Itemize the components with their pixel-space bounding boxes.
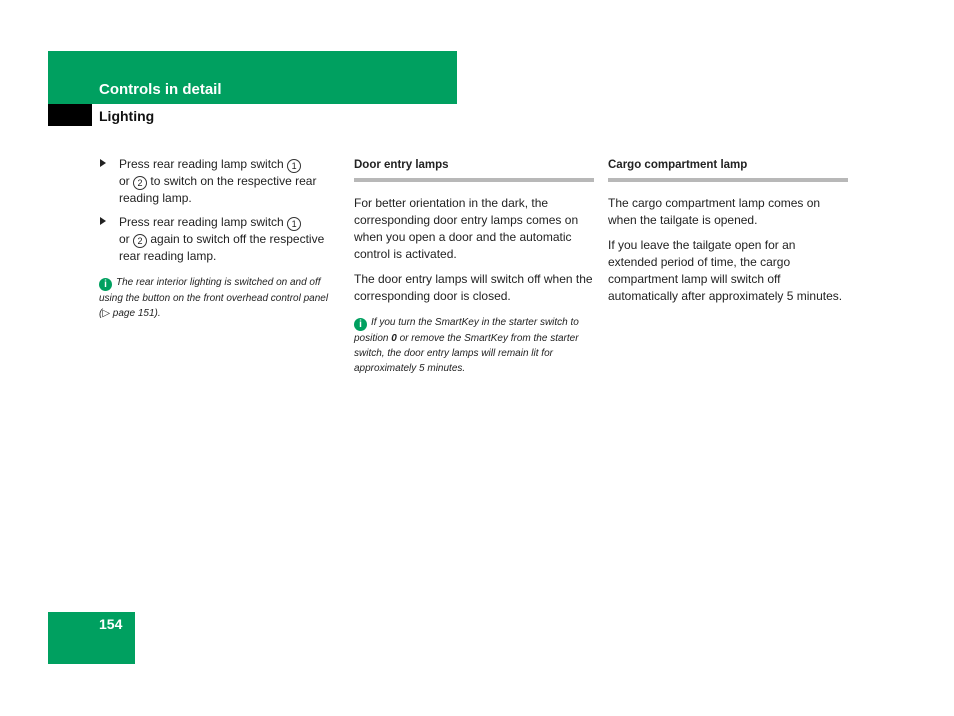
info-note: i If you turn the SmartKey in the starter switch to position 0 or remove the SmartKey from the starter switch, the door entry lamps will remain lit for approximately 5 minutes. [354, 317, 579, 374]
paragraph: If you leave the tailgate open for an extended period of time, the cargo compartment lamp will switch off automatically after approximately 5 minutes. [608, 238, 843, 303]
paragraph: The cargo compartment lamp comes on when the tailgate is opened. [608, 196, 821, 227]
callout-number-icon: 1 [287, 159, 301, 173]
callout-number-icon: 2 [133, 176, 147, 190]
column-middle [354, 156, 594, 376]
instruction-item: Press rear reading lamp switch 1 or 2 again to switch off the respective rear reading lamp. [99, 214, 337, 265]
paragraph: The door entry lamps will switch off when the corresponding door is closed. [354, 272, 593, 303]
paragraph: For better orientation in the dark, the corresponding door entry lamps comes on when you open a door and the automatic control is activated. [354, 196, 579, 261]
chapter-header-bar [48, 51, 457, 104]
info-note: i The rear interior lighting is switched on and off using the button on the front overhead control panel (▷ page 151). [99, 277, 329, 319]
callout-number-icon: 2 [133, 234, 147, 248]
info-icon: i [99, 278, 112, 291]
column-right [608, 156, 848, 313]
section-title: Lighting [99, 108, 155, 124]
page-number: 154 [99, 616, 123, 632]
cargo-compartment-lamp-heading: Cargo compartment lamp [608, 157, 848, 182]
bullet-arrow-icon [100, 217, 106, 225]
instruction-item: Press rear reading lamp switch 1 or 2 to switch on the respective rear reading lamp. [99, 156, 337, 207]
chapter-title: Controls in detail [99, 81, 222, 98]
section-tab-marker [48, 104, 92, 126]
info-icon: i [354, 318, 367, 331]
bullet-arrow-icon [100, 159, 106, 167]
door-entry-lamps-heading: Door entry lamps [354, 157, 594, 182]
callout-number-icon: 1 [287, 217, 301, 231]
column-left [99, 156, 337, 321]
page-number-box [48, 612, 135, 664]
